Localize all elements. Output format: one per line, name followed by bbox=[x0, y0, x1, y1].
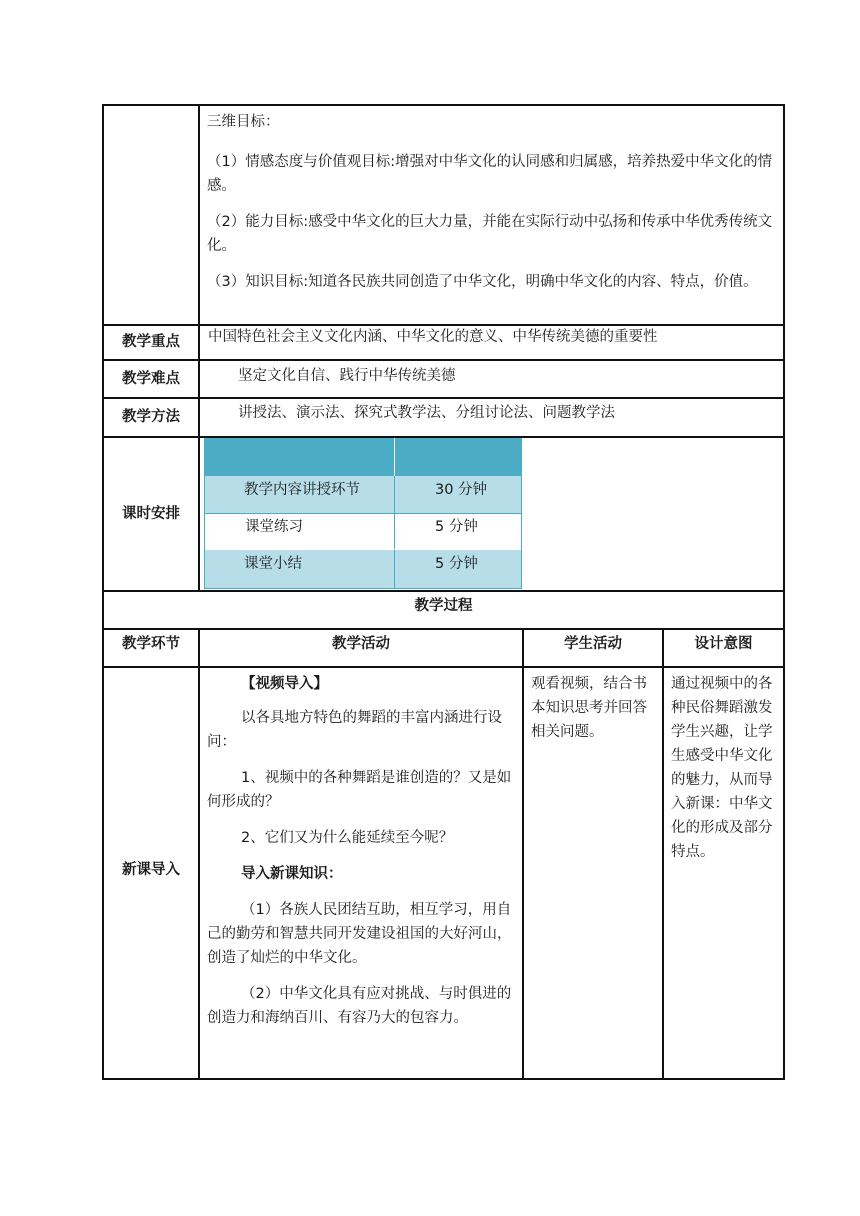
key-points-value: 中国特色社会主义文化内涵、中华文化的意义、中华传统美德的重要性 bbox=[208, 329, 658, 345]
methods-value: 讲授法、演示法、探究式教学法、分组讨论法、问题教学法 bbox=[238, 405, 615, 421]
schedule-time: 5 分钟 bbox=[395, 550, 522, 589]
schedule-header-cell bbox=[204, 438, 394, 476]
difficulties-label: 教学难点 bbox=[122, 371, 180, 387]
col-divider bbox=[198, 628, 200, 1080]
teacher-paragraph: （1）各族人民团结互助，相互学习，用自己的勤劳和智慧共同开发建设祖国的大好河山，创造了灿烂的中华文化。 bbox=[207, 902, 512, 966]
difficulties-value: 坚定文化自信、践行中华传统美德 bbox=[238, 368, 456, 384]
col-divider bbox=[662, 628, 664, 1080]
objectives-cell bbox=[207, 110, 777, 294]
table-border-bottom bbox=[102, 1078, 785, 1080]
teacher-paragraph: 2、它们又为什么能延续至今呢？ bbox=[241, 830, 454, 846]
teacher-activity-cell bbox=[207, 672, 517, 1030]
schedule-header-cell bbox=[395, 438, 522, 476]
row-divider bbox=[102, 666, 785, 668]
objective-item: （1）情感态度与价值观目标:增强对中华文化的认同感和归属感，培养热爱中华文化的情感。 bbox=[207, 154, 773, 194]
schedule-header-row bbox=[204, 438, 522, 476]
row-divider bbox=[102, 359, 785, 361]
methods-label: 教学方法 bbox=[122, 409, 180, 425]
key-points-label: 教学重点 bbox=[122, 334, 180, 350]
objectives-title: 三维目标： bbox=[207, 114, 280, 130]
schedule-row bbox=[204, 550, 522, 589]
header-student: 学生活动 bbox=[564, 636, 622, 652]
teacher-subheading: 导入新课知识： bbox=[241, 866, 343, 882]
schedule-time: 30 分钟 bbox=[395, 476, 522, 513]
schedule-border bbox=[521, 438, 522, 589]
schedule-row bbox=[204, 476, 522, 513]
table-border-top bbox=[102, 104, 785, 106]
objective-item: （3）知识目标:知道各民族共同创造了中华文化，明确中华文化的内容、特点，价值。 bbox=[207, 274, 758, 290]
schedule-row bbox=[204, 513, 522, 552]
schedule-label: 课时安排 bbox=[122, 506, 180, 522]
schedule-border bbox=[204, 438, 205, 589]
teacher-paragraph: 以各具地方特色的舞蹈的丰富内涵进行设问： bbox=[207, 710, 502, 750]
schedule-item: 课堂练习 bbox=[204, 514, 395, 549]
schedule-item: 教学内容讲授环节 bbox=[204, 476, 395, 513]
teacher-heading: 【视频导入】 bbox=[241, 676, 328, 692]
objective-item: （2）能力目标:感受中华文化的巨大力量，并能在实际行动中弘扬和传承中华优秀传统文化。 bbox=[207, 214, 773, 254]
teacher-paragraph: （2）中华文化具有应对挑战、与时俱进的创造力和海纳百川、有容乃大的包容力。 bbox=[207, 986, 512, 1026]
table-border-right bbox=[783, 104, 785, 1080]
teacher-paragraph: 1、视频中的各种舞蹈是谁创造的？又是如何形成的？ bbox=[207, 770, 512, 810]
row-divider bbox=[102, 397, 785, 399]
process-title: 教学过程 bbox=[414, 598, 473, 614]
col-divider bbox=[198, 104, 200, 591]
schedule-border bbox=[204, 588, 522, 589]
design-intent: 通过视频中的各种民俗舞蹈激发学生兴趣，让学生感受中华文化的魅力，从而导入新课：中华文化的形成及部分特点。 bbox=[671, 676, 773, 860]
student-activity: 观看视频，结合书本知识思考并回答相关问题。 bbox=[531, 676, 647, 740]
schedule-time: 5 分钟 bbox=[395, 514, 522, 549]
header-teacher: 教学活动 bbox=[332, 636, 390, 652]
col-divider bbox=[522, 628, 524, 1080]
schedule-item: 课堂小结 bbox=[204, 550, 395, 589]
header-intent: 设计意图 bbox=[694, 636, 753, 652]
stage-name: 新课导入 bbox=[122, 862, 180, 878]
header-stage: 教学环节 bbox=[122, 636, 180, 652]
